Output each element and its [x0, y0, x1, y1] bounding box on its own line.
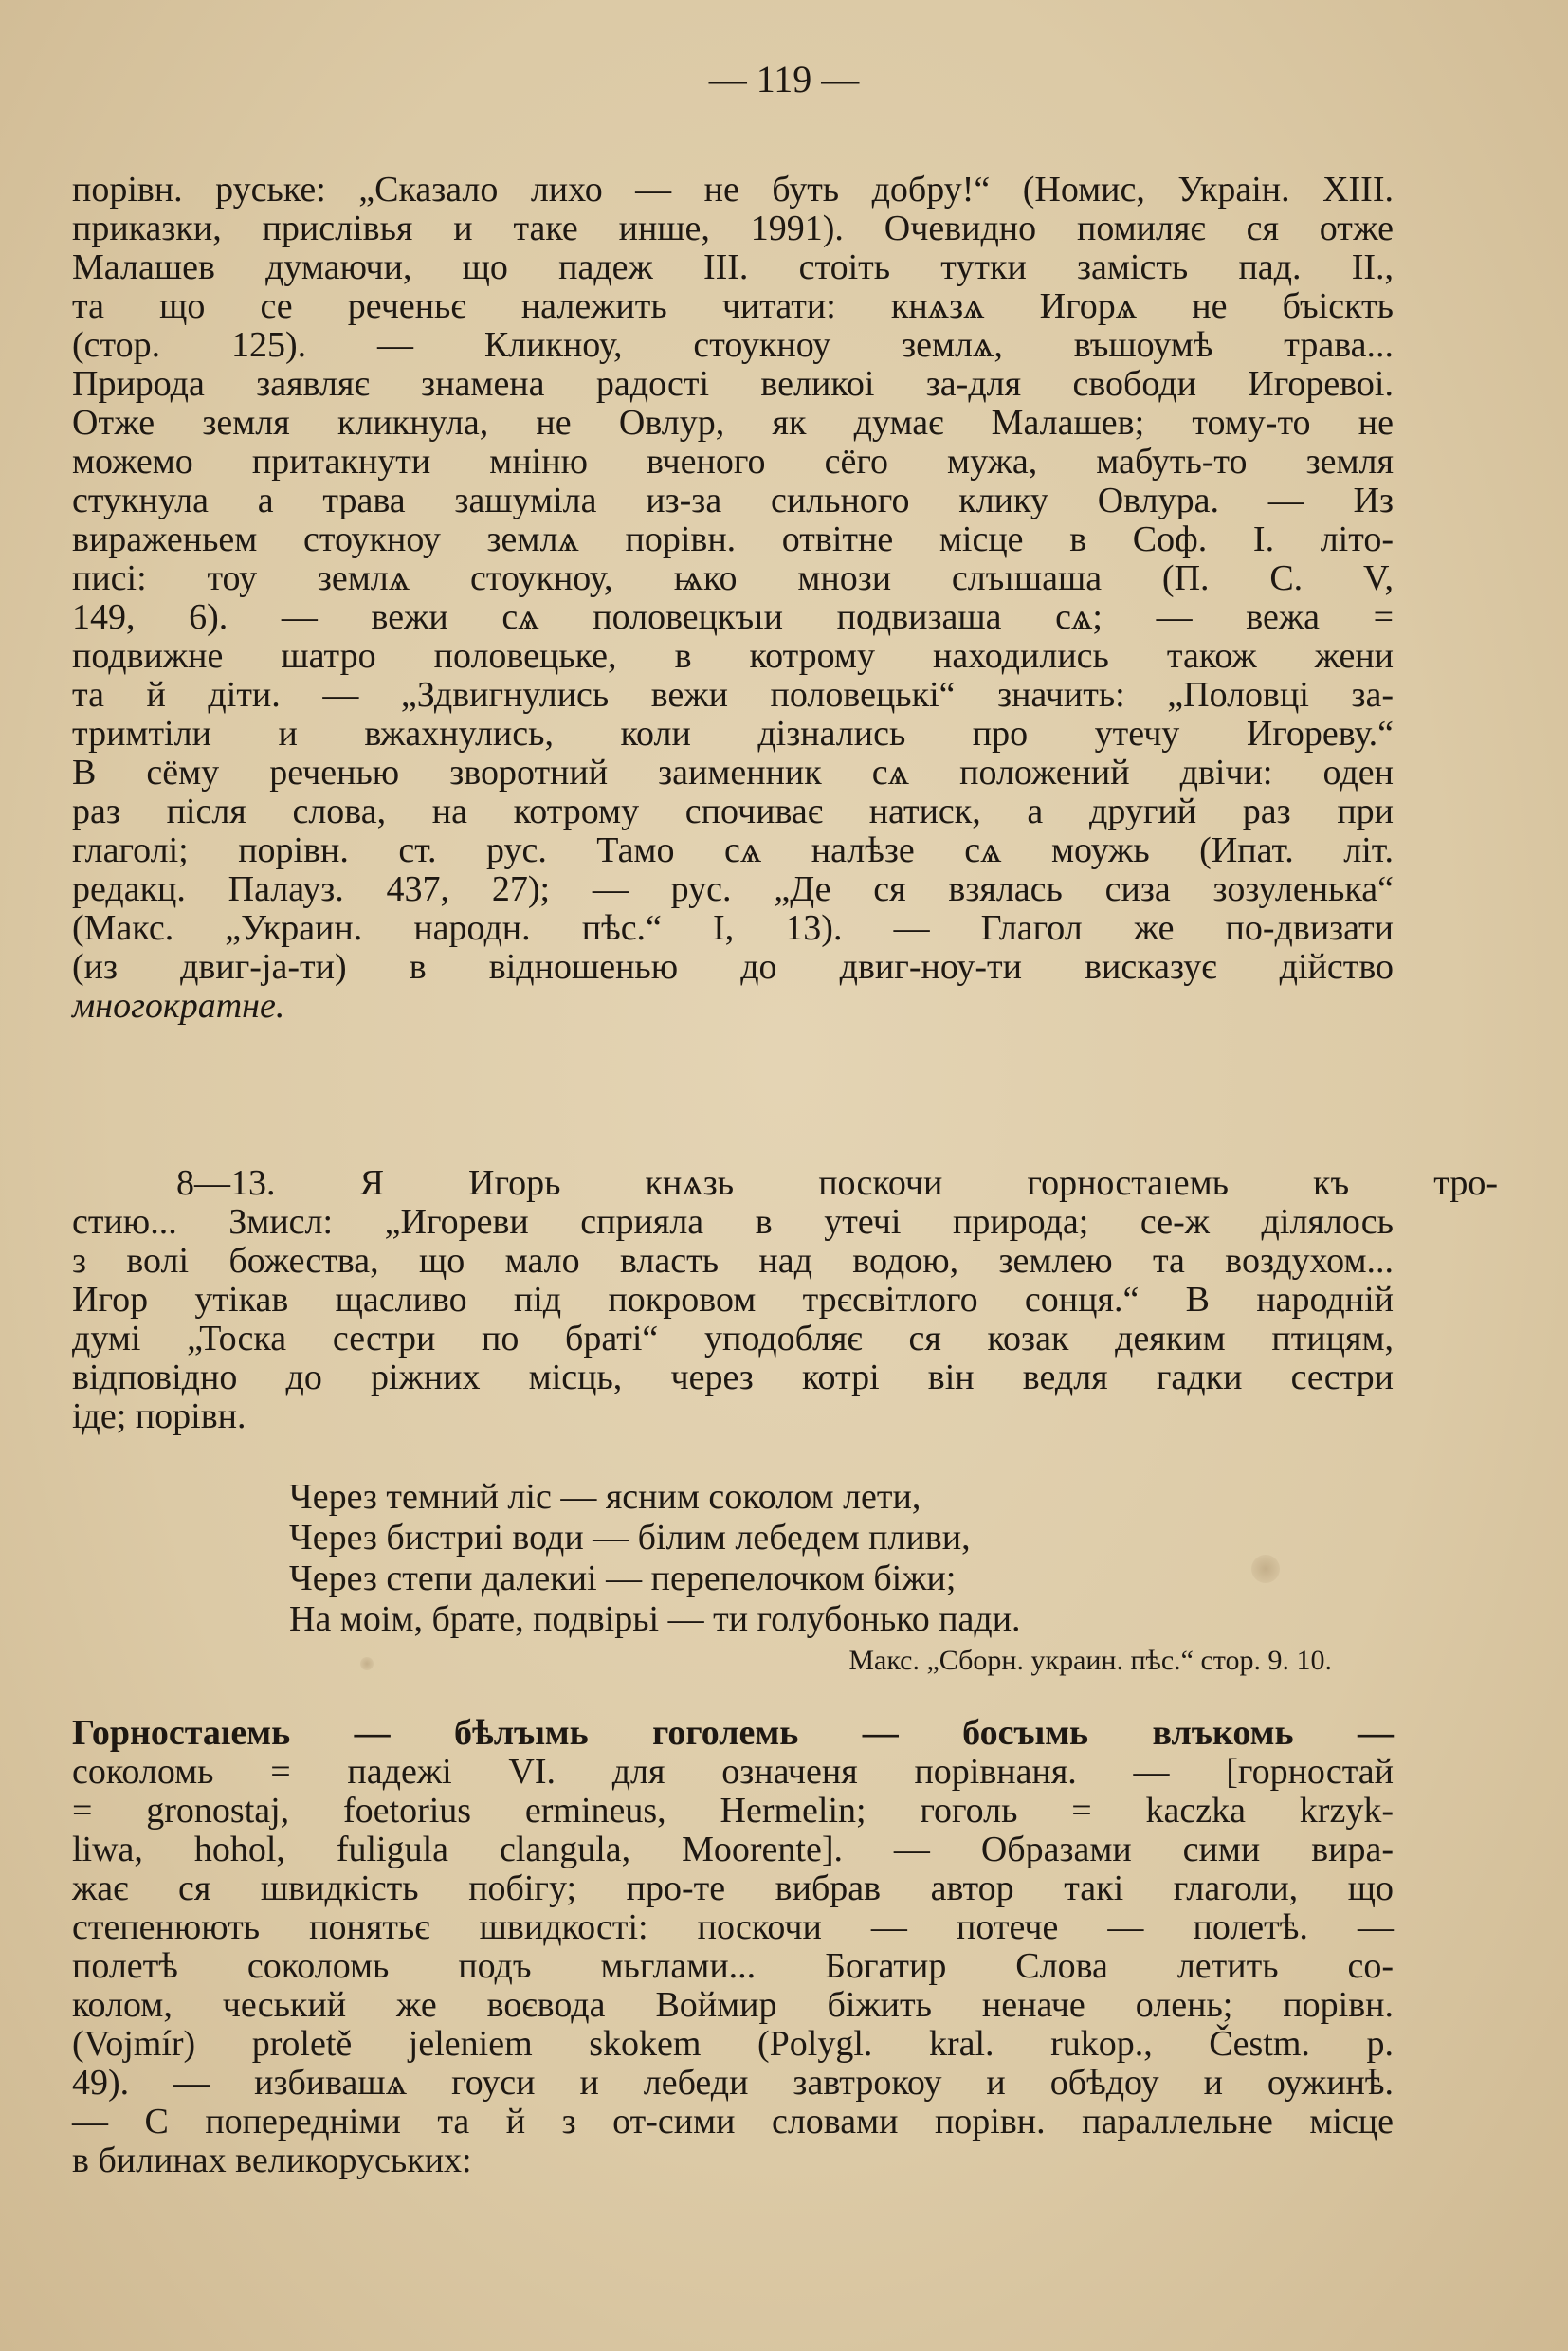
text-line: колом, чеський же воєвода Воймир біжить неначе олень; порівн. [72, 1985, 1394, 2025]
text-line: (Vojmír) proletě jeleniem skokem (Polygl. kral. rukop., Čestm. p. [72, 2024, 1394, 2064]
paper-stain [360, 1657, 374, 1670]
text-line: тримтіли и вжахнулись, коли дізнались про утечу Игореву.“ [72, 714, 1394, 754]
text-line: соколомь = падежі VI. для означеня порівнаня. — [горностай [72, 1752, 1394, 1792]
text-line: та й діти. — „Здвигнулись вежи половецькі“ значить: „Половці за- [72, 675, 1394, 715]
text-line: порівн. руське: „Сказало лихо — не буть добру!“ (Номис, Украін. XIII. [72, 170, 1394, 210]
text-line: степенюють понятьє швидкості: поскочи — потече — полетѣ. — [72, 1907, 1394, 1947]
poem-verse: На моім, брате, подвірьі — ти голубонько пади. [289, 1599, 1021, 1639]
text-line: В сёму реченью зворотний заименник сѧ положений двічи: оден [72, 753, 1394, 793]
text-line: глаголі; порівн. ст. рус. Тамо сѧ налѣзе сѧ моужь (Ипат. літ. [72, 830, 1394, 870]
text-line: з волі божества, що мало власть над водою, землею та воздухом... [72, 1241, 1394, 1281]
text-line: 8—13. Я Игорь кнѧзь поскочи горностаıемь къ тро- [176, 1163, 1498, 1203]
paragraph-commentary-1 [72, 171, 1394, 1026]
text-line: редакц. Палауз. 437, 27); — рус. „Де ся взялась сиза зозуленька“ [72, 869, 1394, 909]
text-line: писі: тоу землѧ стоукноу, ѩко мнози слъıшаша (П. С. V, [72, 558, 1394, 598]
page-number: — 119 — [708, 58, 860, 100]
text-line: приказки, прислівья и таке инше, 1991). Очевидно помиляє ся отже [72, 209, 1394, 248]
text-line: многократне. [72, 986, 285, 1026]
text-line: 149, 6). — вежи сѧ половецкъıи подвизаша сѧ; — вежа = [72, 597, 1394, 637]
poem-source: Макс. „Сборн. украин. пѣс.“ стор. 9. 10. [848, 1645, 1332, 1676]
text-line: (из двиг-ја-ти) в відношенью до двиг-ноу-ти висказує дійство [72, 947, 1394, 987]
text-line: = gronostaj, foetorius ermineus, Hermelin; гоголь = kaczka krzyk- [72, 1791, 1394, 1831]
text-line: (стор. 125). — Кликноу, стоукноу землѧ, въшоумѣ трава... [72, 325, 1394, 365]
text-line: стию... Змисл: „Игореви сприяла в утечі природа; се-ж ділялось [72, 1202, 1394, 1242]
text-line: вираженьем стоукноу землѧ порівн. отвітне місце в Соф. I. літо- [72, 519, 1394, 559]
text-line: думі „Тоска сестри по браті“ уподобляє ся козак деяким птицям, [72, 1319, 1394, 1358]
poem-verse: Через степи далекиі — перепелочком біжи; [289, 1558, 957, 1598]
text-line: можемо притакнути мніню вченого сёго мужа, мабуть-то земля [72, 442, 1394, 482]
text-line: 49). — избивашѧ гоуси и лебеди завтрокоу и обѣдоу и оужинѣ. [72, 2063, 1394, 2103]
text-line: Горностаıемь — бѣлъıмь гоголемь — босъıмь влъкомь — [72, 1713, 1394, 1753]
paragraph-verse-8-13 [72, 1163, 1498, 1436]
text-line: Природа заявляє знамена радості великоі за-для свободи Игоревоі. [72, 364, 1394, 404]
text-line: Отже земля кликнула, не Овлур, як думає Малашев; тому-то не [72, 403, 1394, 443]
text-line: відповідно до ріжних місць, через котрі він ведля гадки сестри [72, 1358, 1394, 1397]
poem-verse: Через бистриі води — білим лебедем пливи, [289, 1518, 971, 1558]
folk-poem-quote [289, 1477, 1332, 1681]
text-line: (Макс. „Украин. народн. пѣс.“ I, 13). — Глагол же по-двизати [72, 908, 1394, 948]
text-line: liwa, hohol, fuligula clangula, Moorente]. — Образами сими вира- [72, 1830, 1394, 1869]
text-line: та що се реченьє належить читати: кнѧзѧ Игорѧ не бъіскть [72, 286, 1394, 326]
text-line: раз після слова, на котрому спочиває натиск, а другий раз при [72, 792, 1394, 831]
text-line: в билинах великоруських: [72, 2141, 472, 2180]
text-line: іде; порівн. [72, 1396, 246, 1436]
text-line: стукнула а трава зашуміла из-за сильного клику Овлура. — Из [72, 481, 1394, 520]
text-line: Малашев думаючи, що падеж III. стоіть тутки замість пад. II., [72, 247, 1394, 287]
text-line: — С попередніми та й з от-сими словами порівн. параллельне місце [72, 2102, 1394, 2141]
paper-stain [1251, 1555, 1280, 1583]
text-line: подвижне шатро половецьке, в котрому находились також жени [72, 636, 1394, 676]
paragraph-commentary-2 [72, 1714, 1394, 2180]
text-line: Игор утікав щасливо під покровом трєсвітлого сонця.“ В народній [72, 1280, 1394, 1320]
text-line: жає ся швидкість побігу; про-те вибрав автор такі глаголи, що [72, 1868, 1394, 1908]
text-line: полетѣ соколомь подъ мьглами... Богатир Слова летить со- [72, 1946, 1394, 1986]
poem-verse: Через темний ліс — ясним соколом лети, [289, 1477, 921, 1517]
